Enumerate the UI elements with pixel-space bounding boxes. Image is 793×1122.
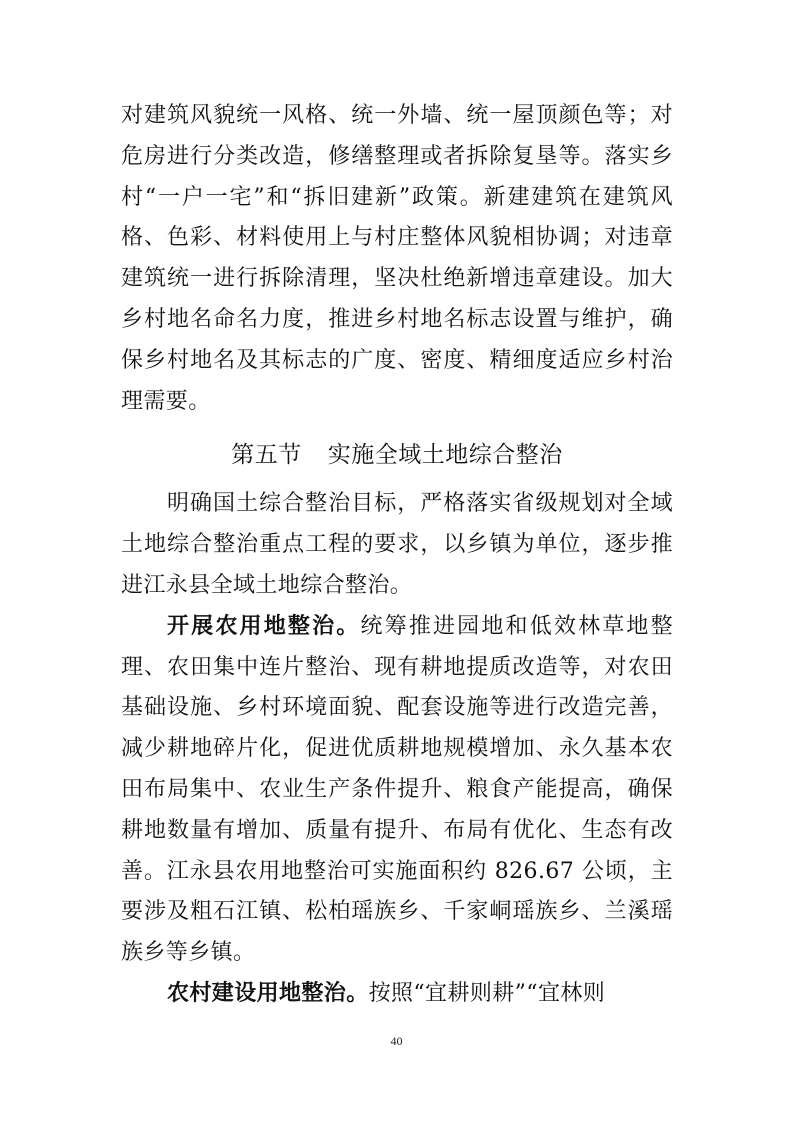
page-number: 40: [390, 1034, 403, 1048]
body-paragraph: 明确国土综合整治目标，严格落实省级规划对全域土地综合整治重点工程的要求，以乡镇为单位，逐步推进江永县全域土地综合整治。: [121, 491, 673, 598]
paragraph-lead-heading: 农村建设用地整治。: [167, 980, 369, 1006]
section-number: 第五节: [231, 442, 302, 469]
section-title: 实施全域土地综合整治: [327, 442, 563, 469]
paragraph-text: 按照“宜耕则耕”“宜林则: [368, 980, 606, 1006]
body-paragraph: 对建筑风貌统一风格、统一外墙、统一屋顶颜色等；对危房进行分类改造，修缮整理或者拆除复垦等。落实乡村“一户一宅”和“拆旧建新”政策。新建建筑在建筑风格、色彩、材料使用上与村庄整体风貌相协调；对违章建筑统一进行拆除清理，坚决杜绝新增违章建设。加大乡村地名命名力度，推进乡村地名标志设置与维护，确保乡村地名及其标志的广度、密度、精细度适应乡村治理需要。: [121, 103, 673, 414]
body-paragraph: [121, 607, 673, 974]
paragraph-lead-heading: 开展农用地整治。: [167, 613, 361, 639]
paragraph-text: 统筹推进园地和低效林草地整理、农田集中连片整治、现有耕地提质改造等，对农田基础设施、乡村环境面貌、配套设施等进行改造完善，减少耕地碎片化，促进优质耕地规模增加、永久基本农田布局集中、农业生产条件提升、粮食产能提高，确保耕地数量有增加、质量有提升、布局有优化、生态有改善。江永县农用地整治可实施面积约 826.67 公顷，主要涉及粗石江镇、松柏瑶族乡、千家峒瑶族乡、兰溪瑶族乡等乡镇。: [121, 613, 674, 966]
page-body: [121, 96, 673, 1015]
body-paragraph: [121, 974, 673, 1015]
section-heading: [121, 432, 673, 478]
